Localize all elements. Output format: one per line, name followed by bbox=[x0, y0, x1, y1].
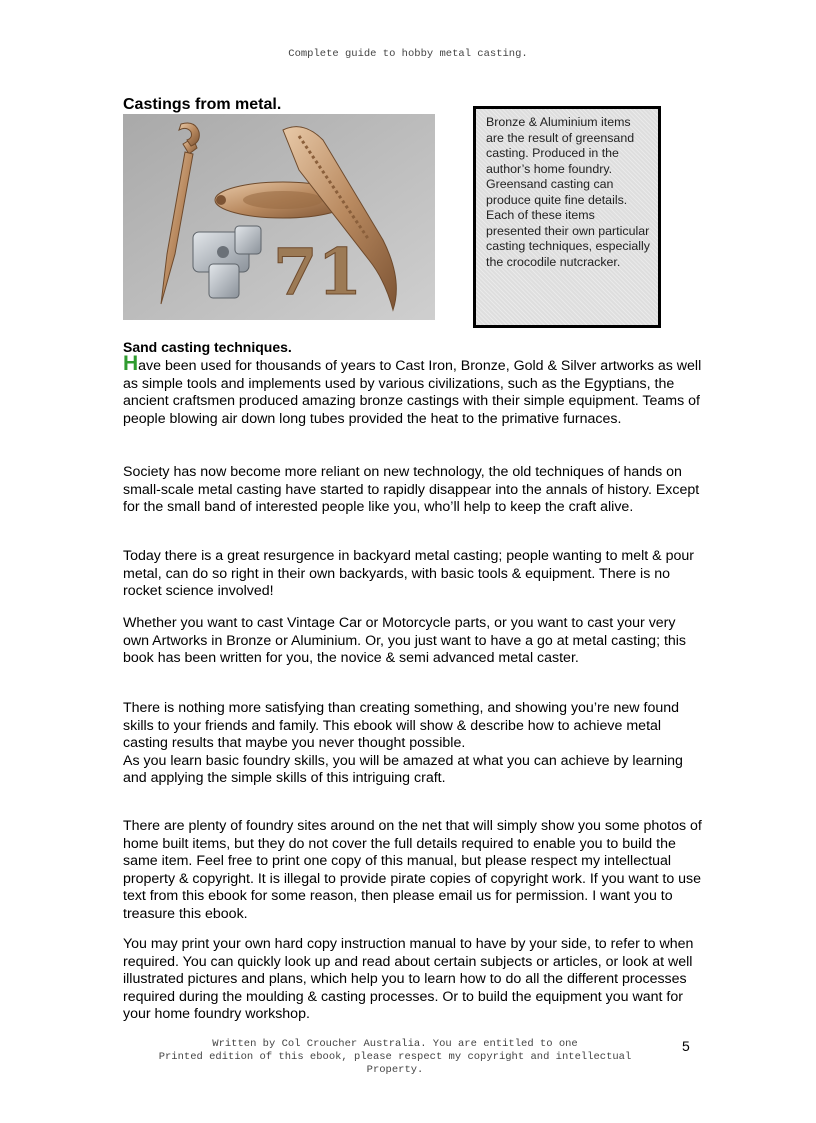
photo-caption: Bronze & Aluminium items are the result of greensand casting. Produced in the author’s home foundry. Greensand casting can produce quite fine details. Each of these items presented their own particular casting techniques, especially the crocodile nutcracker. bbox=[486, 115, 650, 269]
subsection-heading: Sand casting techniques. bbox=[123, 339, 292, 355]
drop-cap: H bbox=[123, 352, 139, 375]
castings-illustration bbox=[123, 114, 435, 320]
footer-line-3: Property. bbox=[366, 1064, 424, 1076]
paragraph-4: Whether you want to cast Vintage Car or Motorcycle parts, or you want to cast your very own Artworks in Bronze or Aluminium. Or, you just want to have a go at metal casting; this book has been written for you, the novice & semi advanced metal caster. bbox=[123, 615, 687, 666]
house-number-casting: 71 bbox=[273, 235, 363, 310]
page-number: 5 bbox=[682, 1038, 690, 1054]
paragraph-6: There are plenty of foundry sites around on the net that will simply show you some photos of home built items, but they do not cover the full details required to enable you to build the same item. Feel free to print one copy of this manual, but please respect my intellectual property & copyright. It is illegal to provide pirate copies of copyright work. If you want to use text from this ebook for some reason, then please email us for permission. I want you to treasure this ebook. bbox=[123, 818, 702, 922]
running-header: Complete guide to hobby metal casting. bbox=[288, 48, 528, 60]
paragraph-3: Today there is a great resurgence in backyard metal casting; people wanting to melt & pour metal, can do so right in their own backyards, with basic tools & equipment. There is no rocket science involved! bbox=[123, 548, 694, 599]
paragraph-2: Society has now become more reliant on new technology, the old techniques of hands on small-scale metal casting have started to rapidly disappear into the annals of history. Except for the small band of interested people like you, who’ll help to keep the craft alive. bbox=[123, 464, 700, 515]
section-heading: Castings from metal. bbox=[123, 96, 282, 113]
paragraph-5b-text: As you learn basic foundry skills, you will be amazed at what you can achieve by learning and applying the simple skills of this intriguing craft. bbox=[123, 752, 683, 786]
paragraph-1 bbox=[123, 352, 703, 428]
footer-line-2: Printed edition of this ebook, please respect my copyright and intellectual bbox=[158, 1051, 632, 1063]
paragraph-1-text: ave been used for thousands of years to Cast Iron, Bronze, Gold & Silver artworks as well as simple tools and implements used by various civilizations, such as the Egyptians, the ancient craftsmen produced amazing bronze castings with their simple equipment. Teams of people blowing air down long tubes provided the heat to the primative furnaces. bbox=[123, 358, 702, 427]
paragraph-7: You may print your own hard copy instruction manual to have by your side, to refer to when required. You can quickly look up and read about certain subjects or articles, or look at well illustrated pictures and plans, which help you to learn how to do all the different processes required during the moulding & casting processes. Or to build the equipment you want for your home foundry workshop. bbox=[123, 936, 694, 1022]
paragraph-5 bbox=[123, 700, 703, 788]
photo-caption-box bbox=[473, 106, 661, 328]
castings-photo bbox=[123, 114, 435, 320]
footer-line-1: Written by Col Croucher Australia. You are entitled to one bbox=[212, 1038, 578, 1050]
paragraph-5a-text: There is nothing more satisfying than creating something, and showing you’re new found skills to your friends and family. This ebook will show & describe how to achieve metal casting results that maybe you never thought possible. bbox=[123, 700, 680, 751]
footer-notice bbox=[130, 1038, 660, 1077]
